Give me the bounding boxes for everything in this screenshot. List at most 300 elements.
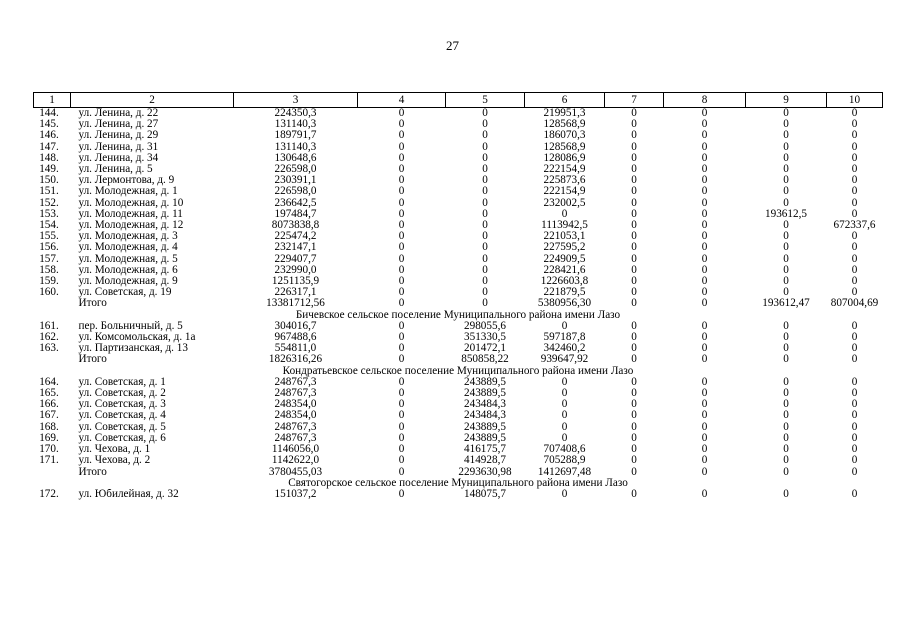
value-cell: 0 (783, 119, 789, 131)
value-cell: 0 (631, 253, 637, 265)
address-cell: ул. Советская, д. 5 (78, 421, 166, 433)
value-cell: 0 (482, 298, 488, 310)
value-cell: 201472,1 (464, 343, 506, 355)
address-cell: ул. Комсомольская, д. 1а (78, 332, 196, 344)
value-cell: 0 (631, 320, 637, 332)
value-cell: 0 (561, 208, 568, 220)
value-cell: 0 (851, 399, 858, 411)
value-cell: 243889,5 (464, 376, 506, 388)
total-row (34, 298, 883, 309)
section-title: Святогорское сельское поселение Муниципального района имени Лазо (288, 477, 628, 489)
value-cell: 0 (851, 320, 858, 332)
value-cell: 0 (631, 197, 637, 209)
value-cell: 0 (631, 343, 637, 355)
row-number: 164. (39, 376, 59, 388)
value-cell: 0 (783, 444, 789, 456)
value-cell: 0 (398, 421, 405, 433)
table-row (34, 209, 883, 220)
value-cell: 221879,5 (543, 287, 586, 299)
row-number: 163. (39, 343, 59, 355)
value-cell: 0 (631, 466, 637, 478)
value-cell: 342460,2 (543, 343, 586, 355)
address-cell: ул. Советская, д. 4 (78, 410, 166, 422)
value-cell: 0 (398, 242, 405, 254)
value-cell: 151037,2 (274, 488, 317, 500)
value-cell: 0 (783, 220, 789, 232)
value-cell: 0 (701, 119, 708, 131)
value-cell: 0 (398, 388, 405, 400)
value-cell: 0 (783, 264, 789, 276)
value-cell: 0 (482, 231, 488, 243)
value-cell: 0 (482, 130, 488, 142)
value-cell: 0 (851, 276, 858, 288)
table-row (34, 164, 883, 175)
table-row (34, 198, 883, 209)
address-cell: ул. Лермонтова, д. 9 (78, 175, 175, 187)
row-number: 162. (39, 332, 59, 344)
table-row (34, 175, 883, 186)
address-cell: Итого (78, 298, 107, 310)
total-row (34, 467, 883, 478)
value-cell: 13381712,56 (266, 298, 325, 310)
table-row (34, 254, 883, 265)
table-row (34, 422, 883, 433)
row-number: 161. (39, 320, 59, 332)
value-cell: 0 (701, 488, 708, 500)
table-row (34, 119, 883, 130)
value-cell: 219951,3 (543, 107, 586, 119)
value-cell: 0 (701, 466, 708, 478)
value-cell: 0 (561, 399, 568, 411)
section-header-row (34, 310, 883, 321)
value-cell: 672337,6 (833, 220, 876, 232)
value-cell: 2293630,98 (458, 466, 512, 478)
address-cell: ул. Молодежная, д. 9 (78, 276, 178, 288)
value-cell: 0 (701, 410, 708, 422)
value-cell: 0 (701, 197, 708, 209)
address-cell: ул. Чехова, д. 1 (78, 444, 151, 456)
value-cell: 0 (701, 164, 708, 176)
value-cell: 0 (631, 164, 637, 176)
value-cell: 0 (783, 152, 789, 164)
value-cell: 0 (783, 466, 789, 478)
value-cell: 0 (398, 186, 405, 198)
value-cell: 0 (783, 488, 789, 500)
col-header: 2 (71, 93, 234, 108)
address-cell: ул. Молодежная, д. 10 (78, 197, 184, 209)
value-cell: 0 (631, 130, 637, 142)
value-cell: 0 (482, 264, 488, 276)
value-cell: 0 (482, 242, 488, 254)
table-body (34, 108, 883, 501)
value-cell: 554811,0 (274, 343, 317, 355)
value-cell: 0 (851, 410, 858, 422)
value-cell: 0 (561, 388, 568, 400)
col-header: 6 (525, 93, 605, 108)
value-cell: 0 (701, 320, 708, 332)
row-number: 170. (39, 444, 59, 456)
value-cell: 0 (398, 107, 405, 119)
value-cell: 243889,5 (464, 388, 506, 400)
value-cell: 351330,5 (464, 332, 506, 344)
value-cell: 298055,6 (464, 320, 506, 332)
value-cell: 226598,0 (274, 186, 317, 198)
value-cell: 0 (783, 107, 789, 119)
value-cell: 1113942,5 (541, 220, 588, 232)
table-row (34, 108, 883, 120)
table-row (34, 265, 883, 276)
value-cell: 0 (631, 432, 637, 444)
value-cell: 0 (631, 287, 637, 299)
row-number: 160. (39, 287, 59, 299)
value-cell: 0 (398, 399, 405, 411)
value-cell: 0 (398, 376, 405, 388)
value-cell: 0 (398, 354, 405, 366)
value-cell: 0 (701, 298, 708, 310)
value-cell: 0 (851, 231, 858, 243)
value-cell: 0 (398, 320, 405, 332)
col-header: 1 (34, 93, 71, 108)
address-cell: ул. Молодежная, д. 1 (78, 186, 178, 198)
col-header: 3 (234, 93, 358, 108)
value-cell: 0 (482, 107, 488, 119)
value-cell: 225474,2 (274, 231, 317, 243)
value-cell: 0 (701, 141, 708, 153)
address-cell: ул. Молодежная, д. 6 (78, 264, 178, 276)
value-cell: 0 (631, 298, 637, 310)
value-cell: 0 (482, 208, 488, 220)
value-cell: 232990,0 (274, 264, 317, 276)
address-cell: ул. Молодежная, д. 3 (78, 231, 178, 243)
value-cell: 1146056,0 (271, 444, 320, 456)
value-cell: 0 (851, 186, 858, 198)
value-cell: 0 (482, 276, 488, 288)
value-cell: 0 (701, 130, 708, 142)
address-cell: ул. Советская, д. 2 (78, 388, 166, 400)
table-row (34, 220, 883, 231)
value-cell: 0 (701, 376, 708, 388)
value-cell: 0 (631, 231, 637, 243)
value-cell: 0 (631, 332, 637, 344)
section-header-row (34, 478, 883, 489)
value-cell: 0 (631, 119, 637, 131)
table-row (34, 332, 883, 343)
value-cell: 228421,6 (543, 264, 586, 276)
value-cell: 1226603,8 (540, 276, 589, 288)
value-cell: 0 (631, 242, 637, 254)
value-cell: 148075,7 (464, 488, 506, 500)
address-cell: ул. Советская, д. 19 (78, 287, 172, 299)
table-row (34, 489, 883, 500)
address-cell: Итого (78, 466, 107, 478)
value-cell: 0 (783, 432, 789, 444)
value-cell: 0 (783, 410, 789, 422)
value-cell: 0 (701, 175, 708, 187)
row-number: 168. (39, 421, 59, 433)
row-number (34, 298, 71, 309)
address-cell: ул. Советская, д. 6 (78, 432, 166, 444)
value-cell: 0 (631, 220, 637, 232)
value-cell: 193612,47 (762, 298, 810, 310)
value-cell: 226598,0 (274, 164, 317, 176)
address-cell: ул. Советская, д. 3 (78, 399, 166, 411)
value-cell: 0 (783, 130, 789, 142)
value-cell: 0 (561, 421, 568, 433)
value-cell: 0 (398, 410, 405, 422)
value-cell: 0 (783, 175, 789, 187)
value-cell: 0 (701, 388, 708, 400)
value-cell: 0 (398, 298, 405, 310)
value-cell: 0 (851, 354, 858, 366)
value-cell: 0 (701, 444, 708, 456)
table-row (34, 399, 883, 410)
value-cell: 0 (701, 455, 708, 467)
value-cell: 0 (631, 399, 637, 411)
value-cell: 243484,3 (464, 399, 506, 411)
col-header: 7 (605, 93, 664, 108)
value-cell: 243889,5 (464, 432, 506, 444)
row-number: 151. (39, 186, 59, 198)
table-row (34, 153, 883, 164)
value-cell: 0 (851, 197, 858, 209)
table-row (34, 433, 883, 444)
table-row (34, 444, 883, 455)
value-cell: 193612,5 (765, 208, 807, 220)
row-number (34, 467, 71, 478)
value-cell: 0 (482, 175, 488, 187)
value-cell: 131140,3 (274, 141, 317, 153)
table-row (34, 410, 883, 421)
value-cell: 0 (398, 287, 405, 299)
value-cell: 0 (783, 455, 789, 467)
value-cell: 0 (631, 421, 637, 433)
row-number: 152. (39, 197, 59, 209)
value-cell: 0 (561, 410, 568, 422)
value-cell: 0 (851, 432, 858, 444)
address-cell: ул. Ленина, д. 22 (78, 107, 159, 119)
table-row (34, 287, 883, 298)
value-cell: 0 (482, 253, 488, 265)
value-cell: 128086,9 (543, 152, 586, 164)
value-cell: 0 (851, 119, 858, 131)
table-row (34, 142, 883, 153)
section-title: Кондратьевское сельское поселение Муниципального района имени Лазо (282, 365, 634, 377)
value-cell: 0 (561, 320, 568, 332)
value-cell: 0 (631, 444, 637, 456)
value-cell: 224909,5 (543, 253, 586, 265)
value-cell: 0 (851, 332, 858, 344)
row-number: 156. (39, 242, 59, 254)
value-cell: 0 (783, 287, 789, 299)
value-cell: 1826316,26 (268, 354, 323, 366)
value-cell: 0 (631, 208, 637, 220)
row-number: 147. (39, 141, 59, 153)
value-cell: 0 (631, 410, 637, 422)
value-cell: 5380956,30 (537, 298, 592, 310)
value-cell: 0 (701, 220, 708, 232)
value-cell: 0 (701, 287, 708, 299)
value-cell: 0 (851, 488, 858, 500)
value-cell: 0 (783, 197, 789, 209)
value-cell: 0 (783, 231, 789, 243)
table-row (34, 377, 883, 388)
value-cell: 1412697,48 (537, 466, 592, 478)
table-row (34, 276, 883, 287)
value-cell: 1142622,0 (271, 455, 320, 467)
value-cell: 0 (701, 253, 708, 265)
value-cell: 0 (398, 119, 405, 131)
table-row (34, 231, 883, 242)
value-cell: 416175,7 (464, 444, 506, 456)
value-cell: 0 (851, 264, 858, 276)
value-cell: 0 (398, 197, 405, 209)
value-cell: 0 (701, 332, 708, 344)
row-number: 146. (39, 130, 59, 142)
value-cell: 222154,9 (543, 186, 586, 198)
value-cell: 243889,5 (464, 421, 506, 433)
value-cell: 0 (398, 264, 405, 276)
value-cell: 707408,6 (543, 444, 586, 456)
row-number (34, 354, 71, 365)
value-cell: 0 (631, 455, 637, 467)
value-cell: 0 (631, 264, 637, 276)
address-cell: ул. Ленина, д. 27 (78, 119, 159, 131)
value-cell: 0 (701, 231, 708, 243)
value-cell: 0 (783, 164, 789, 176)
value-cell: 0 (701, 343, 708, 355)
value-cell: 230391,1 (274, 175, 317, 187)
value-cell: 0 (701, 208, 708, 220)
row-number: 148. (39, 152, 59, 164)
value-cell: 0 (561, 488, 568, 500)
row-number: 158. (39, 264, 59, 276)
col-header: 5 (446, 93, 525, 108)
value-cell: 0 (783, 253, 789, 265)
table-row (34, 455, 883, 466)
value-cell: 248767,3 (274, 432, 317, 444)
value-cell: 0 (851, 388, 858, 400)
address-cell: ул. Молодежная, д. 12 (78, 220, 184, 232)
table-row (34, 130, 883, 141)
address-cell: ул. Чехова, д. 2 (78, 455, 151, 467)
value-cell: 0 (398, 152, 405, 164)
value-cell: 850858,22 (461, 354, 509, 366)
value-cell: 0 (783, 141, 789, 153)
value-cell: 0 (398, 208, 405, 220)
value-cell: 0 (398, 332, 405, 344)
value-cell: 0 (851, 141, 858, 153)
value-cell: 414928,7 (464, 455, 506, 467)
value-cell: 0 (701, 264, 708, 276)
row-number: 149. (39, 164, 59, 176)
value-cell: 0 (398, 444, 405, 456)
value-cell: 705288,9 (543, 455, 586, 467)
value-cell: 0 (631, 354, 637, 366)
value-cell: 226317,1 (274, 287, 317, 299)
value-cell: 248767,3 (274, 421, 317, 433)
value-cell: 0 (851, 466, 858, 478)
value-cell: 0 (631, 488, 637, 500)
address-cell: пер. Больничный, д. 5 (78, 320, 183, 332)
value-cell: 248354,0 (274, 399, 317, 411)
address-cell: ул. Молодежная, д. 11 (78, 208, 183, 220)
value-cell: 0 (701, 107, 708, 119)
row-number: 171. (39, 455, 59, 467)
row-number: 155. (39, 231, 59, 243)
value-cell: 0 (851, 242, 858, 254)
value-cell: 0 (783, 242, 789, 254)
address-cell: ул. Ленина, д. 34 (78, 152, 159, 164)
row-number: 154. (39, 220, 59, 232)
table-row (34, 343, 883, 354)
value-cell: 0 (783, 354, 789, 366)
value-cell: 8073838,8 (271, 220, 320, 232)
value-cell: 304016,7 (274, 320, 317, 332)
value-cell: 0 (701, 276, 708, 288)
value-cell: 0 (783, 320, 789, 332)
value-cell: 0 (398, 466, 405, 478)
value-cell: 248354,0 (274, 410, 317, 422)
address-cell: ул. Ленина, д. 5 (78, 164, 153, 176)
value-cell: 0 (631, 107, 637, 119)
table-row (34, 321, 883, 332)
value-cell: 0 (398, 488, 405, 500)
row-number: 172. (39, 488, 59, 500)
col-header: 10 (827, 93, 883, 108)
value-cell: 0 (398, 175, 405, 187)
value-cell: 0 (851, 455, 858, 467)
value-cell: 0 (851, 164, 858, 176)
value-cell: 0 (851, 287, 858, 299)
value-cell: 0 (701, 432, 708, 444)
table-row (34, 388, 883, 399)
value-cell: 243484,3 (464, 410, 506, 422)
value-cell: 0 (482, 119, 488, 131)
value-cell: 186070,3 (543, 130, 586, 142)
address-cell: ул. Партизанская, д. 13 (78, 343, 188, 355)
value-cell: 0 (631, 376, 637, 388)
value-cell: 0 (398, 220, 405, 232)
value-cell: 232002,5 (543, 197, 586, 209)
value-cell: 0 (482, 197, 488, 209)
value-cell: 0 (851, 208, 858, 220)
value-cell: 224350,3 (274, 107, 317, 119)
value-cell: 0 (701, 186, 708, 198)
table-row (34, 242, 883, 253)
value-cell: 0 (701, 152, 708, 164)
value-cell: 0 (398, 141, 405, 153)
value-cell: 0 (631, 388, 637, 400)
col-header: 4 (358, 93, 446, 108)
col-header: 8 (664, 93, 746, 108)
value-cell: 0 (851, 253, 858, 265)
value-cell: 248767,3 (274, 376, 317, 388)
value-cell: 128568,9 (543, 119, 586, 131)
value-cell: 236642,5 (274, 197, 317, 209)
row-number: 157. (39, 253, 59, 265)
value-cell: 131140,3 (274, 119, 317, 131)
row-number: 150. (39, 175, 59, 187)
value-cell: 0 (851, 444, 858, 456)
row-number: 159. (39, 276, 59, 288)
value-cell: 0 (561, 376, 568, 388)
value-cell: 0 (851, 130, 858, 142)
value-cell: 0 (783, 332, 789, 344)
value-cell: 0 (398, 432, 405, 444)
value-cell: 0 (783, 343, 789, 355)
col-header: 9 (746, 93, 827, 108)
row-number: 145. (39, 119, 59, 131)
